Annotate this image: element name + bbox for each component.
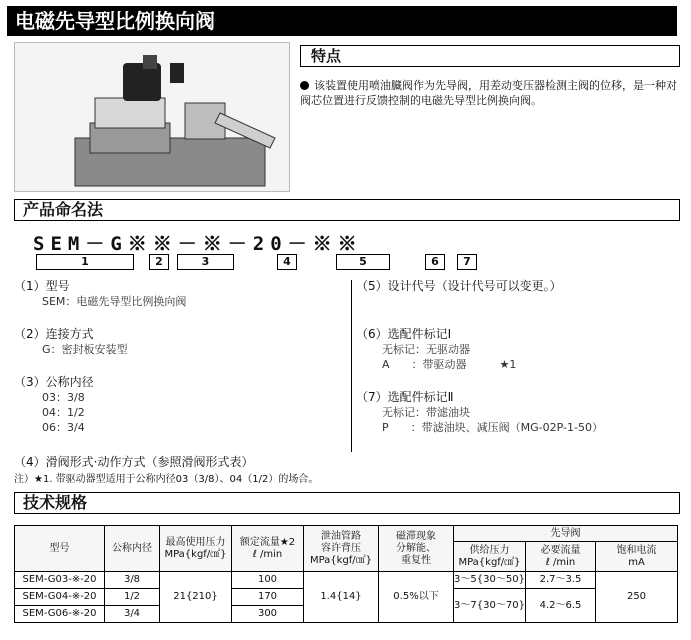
- product-photo: [14, 42, 290, 192]
- header-satcur: 饱和电流 mA: [596, 542, 678, 572]
- naming-note: 注）★1. 带驱动器型适用于公称内径03（3/8）、04（1/2）的场合。: [14, 474, 319, 485]
- header-pilot: 先导阀: [454, 526, 678, 542]
- code-box-6: 6: [425, 254, 445, 270]
- spec-heading: 技术规格: [23, 493, 88, 512]
- naming-item-6: （6）选配件标记Ⅰ 无标记：无驱动器 A ：带驱动器 ★1: [356, 327, 517, 371]
- code-box-5: 5: [336, 254, 390, 270]
- naming-item-2: （2）连接方式 G：密封板安装型: [14, 327, 128, 356]
- code-box-7: 7: [457, 254, 477, 270]
- code-box-4: 4: [277, 254, 297, 270]
- naming-item-5: （5）设计代号（设计代号可以变更。）: [356, 279, 562, 293]
- row-flow: 100: [232, 572, 304, 589]
- naming-heading: 产品命名法: [23, 200, 104, 219]
- header-reqflow: 必要流量 ℓ /min: [526, 542, 596, 572]
- header-drain: 泄油管路 容许背压 MPa{kgf/㎠}: [304, 526, 379, 572]
- row-flow: 300: [232, 606, 304, 623]
- cell-drain: 1.4{14}: [304, 572, 379, 623]
- cell-reqflow-1: 2.7～3.5: [526, 572, 596, 589]
- features-heading: 特点: [311, 47, 342, 65]
- valve-illustration: [15, 43, 289, 191]
- bullet-icon: [300, 81, 309, 90]
- header-size: 公称内径: [105, 526, 160, 572]
- cell-pressure: 21{210}: [160, 572, 232, 623]
- row-size: 3/4: [105, 606, 160, 623]
- code-box-2: 2: [149, 254, 169, 270]
- naming-item-1: （1）型号 SEM：电磁先导型比例换向阀: [14, 279, 187, 308]
- header-pressure: 最高使用压力 MPa{kgf/㎠}: [160, 526, 232, 572]
- naming-heading-box: [14, 199, 680, 221]
- header-hysteresis: 磁滞现象 分解能、 重复性: [379, 526, 454, 572]
- header-flow: 额定流量★2 ℓ /min: [232, 526, 304, 572]
- page-title: 电磁先导型比例换向阀: [7, 6, 677, 36]
- cell-hysteresis: 0.5%以下: [379, 572, 454, 623]
- cell-reqflow-2: 4.2～6.5: [526, 589, 596, 623]
- row-model: SEM-G03-※-20: [15, 572, 105, 589]
- spec-heading-box: [14, 492, 680, 514]
- features-heading-box: [300, 45, 680, 67]
- column-divider: [351, 280, 352, 452]
- row-flow: 170: [232, 589, 304, 606]
- cell-supply-1: 3～5{30～50}: [454, 572, 526, 589]
- row-size: 1/2: [105, 589, 160, 606]
- row-model: SEM-G04-※-20: [15, 589, 105, 606]
- header-supply: 供给压力 MPa{kgf/㎠}: [454, 542, 526, 572]
- naming-item-4: （4）滑阀形式·动作方式（参照滑阀形式表）: [14, 455, 254, 469]
- naming-item-3: （3）公称内径 03：3/8 04：1/2 06：3/4: [14, 375, 94, 434]
- cell-supply-2: 3～7{30～70}: [454, 589, 526, 623]
- features-text: 该装置使用喷油臓阀作为先导阀，用差动变压器检测主阀的位移，是一种对阀芯位置进行反馈控制的电磁先导型比例换向阀。: [300, 79, 677, 107]
- row-size: 3/8: [105, 572, 160, 589]
- spec-table: [14, 525, 678, 623]
- cell-satcur: 250: [596, 572, 678, 623]
- naming-item-7: （7）选配件标记Ⅱ 无标记：带滤油块 P ：带滤油块、减压阀（MG-02P-1-50）: [356, 390, 603, 434]
- code-box-1: 1: [36, 254, 134, 270]
- model-code: SEM－G※※－※－20－※※: [33, 233, 363, 255]
- row-model: SEM-G06-※-20: [15, 606, 105, 623]
- header-model: 型号: [15, 526, 105, 572]
- code-box-3: 3: [177, 254, 234, 270]
